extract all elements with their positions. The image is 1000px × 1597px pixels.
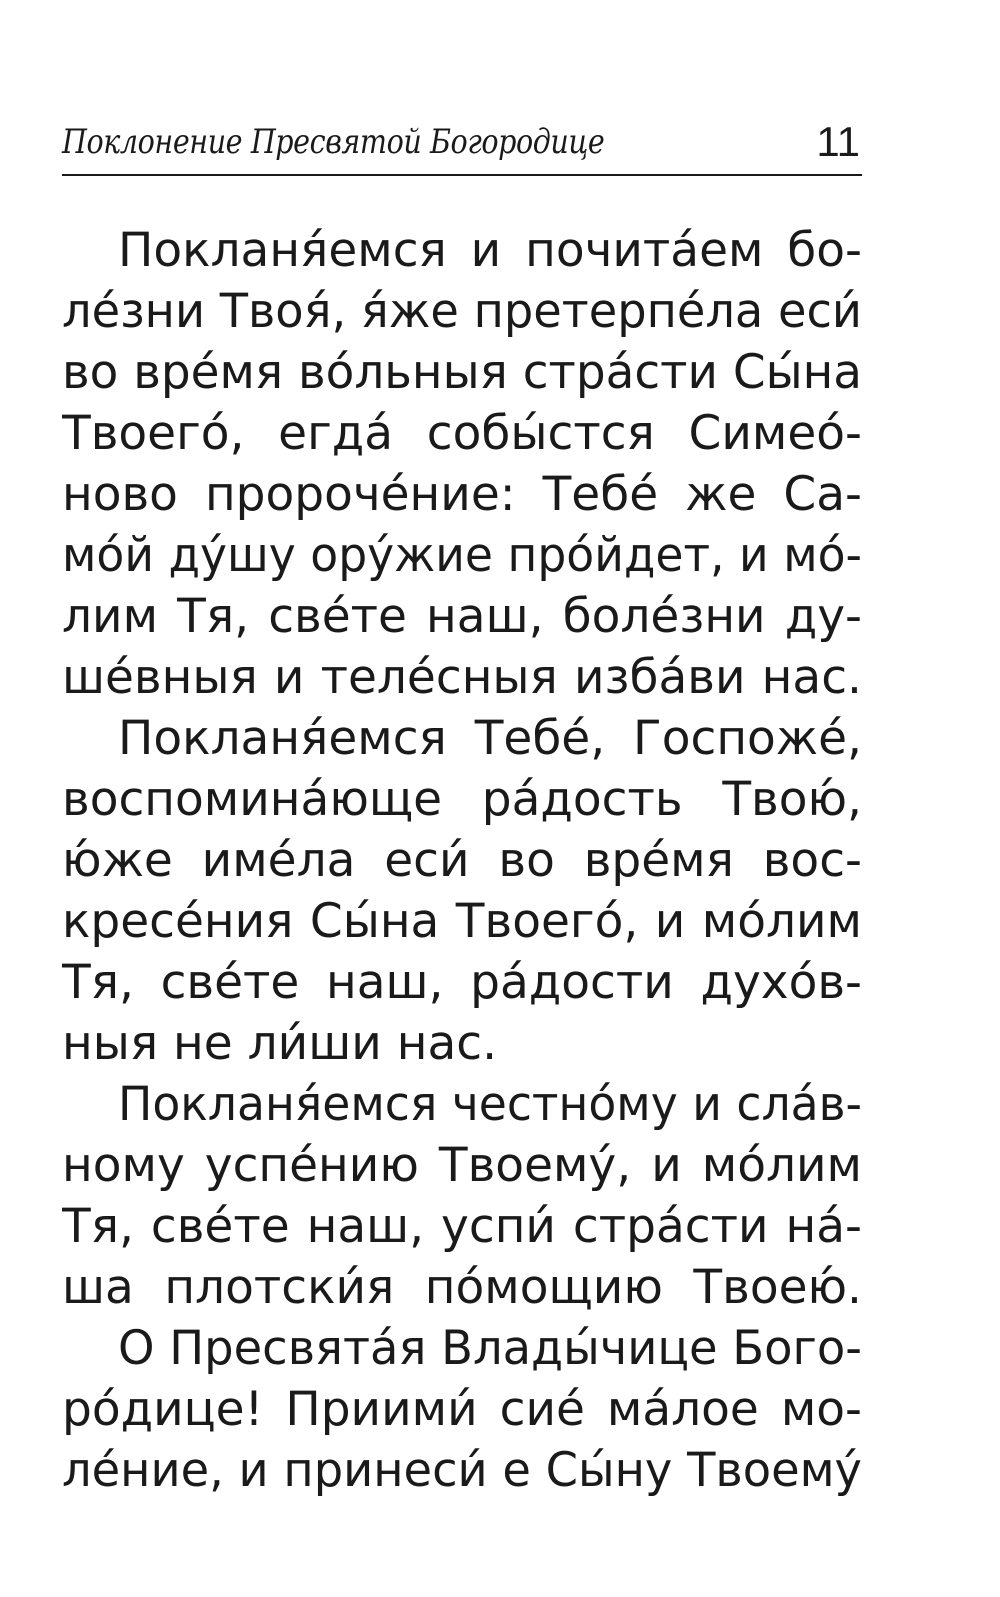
paragraph-4 [62,1318,862,1501]
text-line: ле́зни Твоя́, я́же претерпе́ла еси́ [62,284,862,339]
text-line: мо́й ду́шу ору́жие про́йдет, и мо́- [62,528,862,583]
text-line: ле́ние, и принеси́ е Сы́ну Твоему́ [62,1443,862,1498]
body-text [62,220,862,1501]
text-line: кресе́ния Сы́на Твоего́, и мо́лим [62,894,862,949]
running-title: Поклонение Пресвятой Богородице [62,122,605,162]
text-line: лим Тя, све́те наш, боле́зни ду- [62,589,862,644]
text-line: О Пресвята́я Влады́чице Бого- [118,1321,862,1376]
running-head [62,118,862,176]
text-line: ше́вныя и теле́сныя изба́ви нас. [62,650,862,705]
text-line: воспомина́юще ра́дость Твою́, [62,772,862,827]
book-page [62,118,862,1501]
text-line: Тя, све́те наш, успи́ стра́сти на́- [62,1199,862,1254]
text-line: ныя не ли́ши нас. [62,1016,498,1071]
text-line: Тя, све́те наш, ра́дости духо́в- [62,955,862,1010]
text-line: ному успе́нию Твоему́, и мо́лим [62,1138,862,1193]
text-line: ю́же име́ла еси́ во вре́мя вос- [62,833,862,888]
paragraph-1 [62,220,862,708]
text-line: во вре́мя во́льныя стра́сти Сы́на [62,345,862,400]
text-line: Покланя́емся честно́му и сла́в- [118,1077,862,1132]
text-line: ново пророче́ние: Тебе́ же Са- [62,467,862,522]
text-line: ро́дице! Приими́ сие́ ма́лое мо- [62,1382,862,1437]
page-number: 11 [816,118,860,165]
text-line: Покланя́емся и почита́ем бо- [118,223,862,278]
text-line: Твоего́, егда́ собы́стся Симео́- [62,406,862,461]
text-line: Покланя́емся Тебе́, Госпоже́, [118,711,862,766]
paragraph-3 [62,1074,862,1318]
text-line: ша плотски́я по́мощию Твоею́. [62,1260,862,1315]
paragraph-2 [62,708,862,1074]
